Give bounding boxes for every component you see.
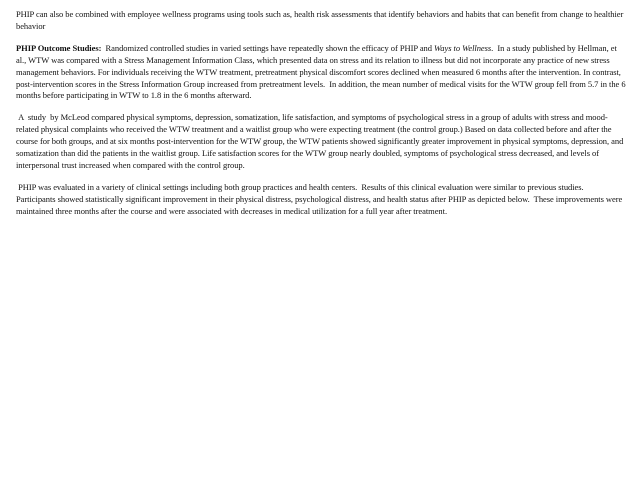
intro-text: PHIP can also be combined with employee wellness programs using tools such as, health risk assessments that identify behaviors and habits that can benefit from change to healthier behavior (16, 9, 626, 31)
outcome-studies-paragraph (16, 43, 626, 103)
document-body (16, 9, 626, 228)
clinical-evaluation-paragraph (16, 182, 626, 218)
outcome-studies-text-1: Randomized controlled studies in varied settings have repeatedly shown the efficacy of PHIP and (101, 42, 435, 53)
outcome-studies-heading: PHIP Outcome Studies: (16, 42, 102, 53)
clinical-evaluation-text: PHIP was evaluated in a variety of clinical settings including both group practices and health centers. Results of this clinical evaluation were similar to previous studies. Participants showed statistically significant improvement in their physical distress, psychological distress, and health status after PHIP as depicted below. These improvements were maintained three months after the course and were associated with decreases in medical utilization for a full year after treatment. (16, 181, 625, 216)
intro-paragraph (16, 9, 626, 33)
mcleod-study-paragraph (16, 112, 626, 172)
mcleod-study-text: A study by McLeod compared physical symptoms, depression, somatization, life satisfaction, and symptoms of psychological stress in a group of adults with stress and mood-related physical complaints who received the WTW treatment and a waitlist group who were expecting treatment (the control group.) Based on data collected before and after the course for both groups, and at six months post-intervention for the WTW group, the WTW patients showed significantly greater improvement in physical symptoms, depression, and somatization than did the patients in the waitlist group. Life satisfaction scores for the WTW group nearly doubled, symptoms of psychological stress decreased, and levels of interpersonal trust increased when compared with the control group. (16, 112, 626, 170)
outcome-studies-text-2: . In a study published by Hellman, et al., WTW was compared with a Stress Management Information Class, which presented data on stress and its relation to illness but did not incorporate any practice of new stress management behaviors. For individuals receiving the WTW treatment, pretreatment physical discomfort scores declined when measured 6 months after the intervention. In contrast, post-intervention scores in the Stress Information Group increased from pretreatment levels. In addition, the mean number of medical visits for the WTW group fell from 5.7 in the 6 months before participating in WTW to 1.8 in the 6 months afterward. (16, 42, 628, 101)
program-title: Ways to Wellness (434, 42, 492, 53)
